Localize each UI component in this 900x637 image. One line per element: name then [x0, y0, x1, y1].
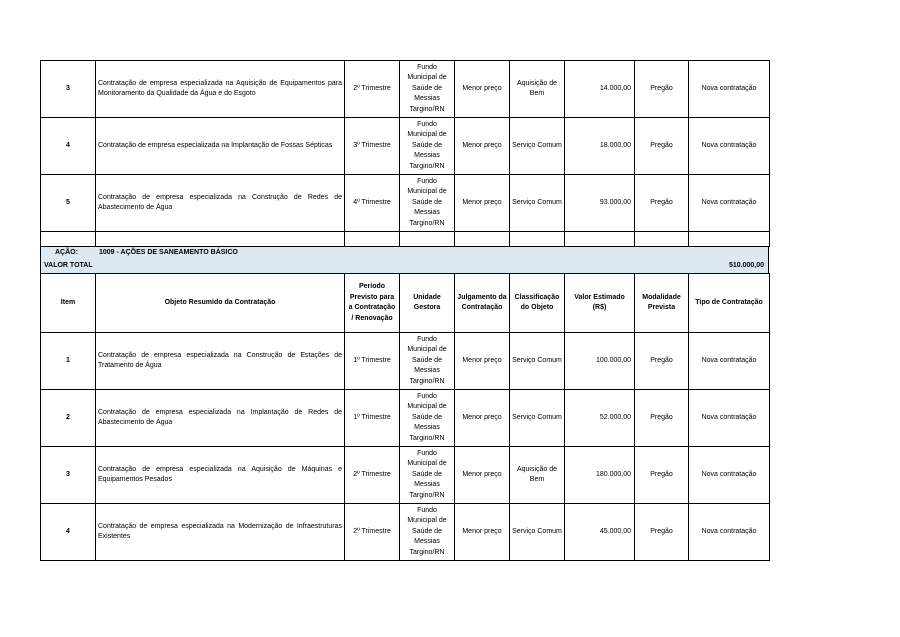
table-row	[41, 333, 770, 390]
contract-type: Nova contratação	[689, 504, 770, 561]
item-number: 4	[41, 504, 96, 561]
header-item: Item	[41, 274, 96, 333]
classification: Serviço Comum	[510, 118, 565, 175]
table-row	[41, 61, 770, 118]
contract-type: Nova contratação	[689, 61, 770, 118]
judgment: Menor preço	[455, 504, 510, 561]
modality: Pregão	[635, 175, 689, 232]
header-judgment: Julgamento da Contratação	[455, 274, 510, 333]
header-unit: Unidade Gestora	[400, 274, 455, 333]
modality: Pregão	[635, 447, 689, 504]
modality: Pregão	[635, 61, 689, 118]
estimated-value: 14.000,00	[565, 61, 635, 118]
estimated-value: 18.000,00	[565, 118, 635, 175]
contract-type: Nova contratação	[689, 333, 770, 390]
action-bar	[40, 247, 769, 261]
table-row	[41, 118, 770, 175]
empty-row	[41, 232, 770, 247]
managing-unit: Fundo Municipal de Saúde de Messias Targino/RN	[400, 118, 455, 175]
judgment: Menor preço	[455, 175, 510, 232]
managing-unit: Fundo Municipal de Saúde de Messias Targino/RN	[400, 333, 455, 390]
header-type: Tipo de Contratação	[689, 274, 770, 333]
top-contracts-table	[40, 60, 770, 247]
table-row	[41, 390, 770, 447]
item-number: 3	[41, 61, 96, 118]
object-description: Contratação de empresa especializada na Aquisição de Equipamentos para Monitoramento da Qualidade da Água e do Esgoto	[96, 61, 345, 118]
estimated-value: 45.000,00	[565, 504, 635, 561]
procurement-plan-page	[40, 60, 769, 561]
item-number: 4	[41, 118, 96, 175]
period: 2º Trimestre	[345, 447, 400, 504]
item-number: 5	[41, 175, 96, 232]
estimated-value: 93.000,00	[565, 175, 635, 232]
object-description: Contratação de empresa especializada na Construção de Redes de Abastecimento de Água	[96, 175, 345, 232]
header-classification: Classificação do Objeto	[510, 274, 565, 333]
modality: Pregão	[635, 333, 689, 390]
object-description: Contratação de empresa especializada na Implantação de Fossas Sépticas	[96, 118, 345, 175]
object-description: Contratação de empresa especializada na Aquisição de Máquinas e Equipamentos Pesados	[96, 447, 345, 504]
classification: Aquisição de Bem	[510, 61, 565, 118]
action-title: 1009 - AÇÕES DE SANEAMENTO BÁSICO	[99, 249, 238, 256]
total-value-bar	[40, 261, 769, 273]
classification: Serviço Comum	[510, 390, 565, 447]
managing-unit: Fundo Municipal de Saúde de Messias Targino/RN	[400, 175, 455, 232]
header-value: Valor Estimado (R$)	[565, 274, 635, 333]
modality: Pregão	[635, 390, 689, 447]
judgment: Menor preço	[455, 333, 510, 390]
period: 2º Trimestre	[345, 504, 400, 561]
classification: Aquisição de Bem	[510, 447, 565, 504]
total-value: 510.000,00	[728, 262, 764, 269]
contract-type: Nova contratação	[689, 447, 770, 504]
contract-type: Nova contratação	[689, 175, 770, 232]
object-description: Contratação de empresa especializada na Construção de Estações de Tratamento de Água	[96, 333, 345, 390]
header-period: Período Previsto para a Contratação / Renovação	[345, 274, 400, 333]
header-modality: Modalidade Prevista	[635, 274, 689, 333]
period: 2º Trimestre	[345, 61, 400, 118]
period: 3º Trimestre	[345, 118, 400, 175]
classification: Serviço Comum	[510, 333, 565, 390]
item-number: 1	[41, 333, 96, 390]
bottom-contracts-table	[40, 273, 770, 561]
item-number: 2	[41, 390, 96, 447]
object-description: Contratação de empresa especializada na Modernização de Infraestruturas Existentes	[96, 504, 345, 561]
classification: Serviço Comum	[510, 504, 565, 561]
header-object: Objeto Resumido da Contratação	[96, 274, 345, 333]
object-description: Contratação de empresa especializada na Implantação de Redes de Abastecimento de Água	[96, 390, 345, 447]
managing-unit: Fundo Municipal de Saúde de Messias Targino/RN	[400, 390, 455, 447]
managing-unit: Fundo Municipal de Saúde de Messias Targino/RN	[400, 504, 455, 561]
classification: Serviço Comum	[510, 175, 565, 232]
judgment: Menor preço	[455, 390, 510, 447]
total-label: VALOR TOTAL	[44, 262, 93, 269]
judgment: Menor preço	[455, 447, 510, 504]
period: 4º Trimestre	[345, 175, 400, 232]
period: 1º Trimestre	[345, 333, 400, 390]
table-header-row	[41, 274, 770, 333]
estimated-value: 52.000,00	[565, 390, 635, 447]
judgment: Menor preço	[455, 118, 510, 175]
period: 1º Trimestre	[345, 390, 400, 447]
table-row	[41, 447, 770, 504]
modality: Pregão	[635, 504, 689, 561]
contract-type: Nova contratação	[689, 118, 770, 175]
managing-unit: Fundo Municipal de Saúde de Messias Targino/RN	[400, 447, 455, 504]
managing-unit: Fundo Municipal de Saúde de Messias Targino/RN	[400, 61, 455, 118]
table-row	[41, 504, 770, 561]
table-row	[41, 175, 770, 232]
estimated-value: 180.000,00	[565, 447, 635, 504]
modality: Pregão	[635, 118, 689, 175]
judgment: Menor preço	[455, 61, 510, 118]
estimated-value: 100.000,00	[565, 333, 635, 390]
action-label: AÇÃO:	[55, 249, 78, 256]
contract-type: Nova contratação	[689, 390, 770, 447]
item-number: 3	[41, 447, 96, 504]
